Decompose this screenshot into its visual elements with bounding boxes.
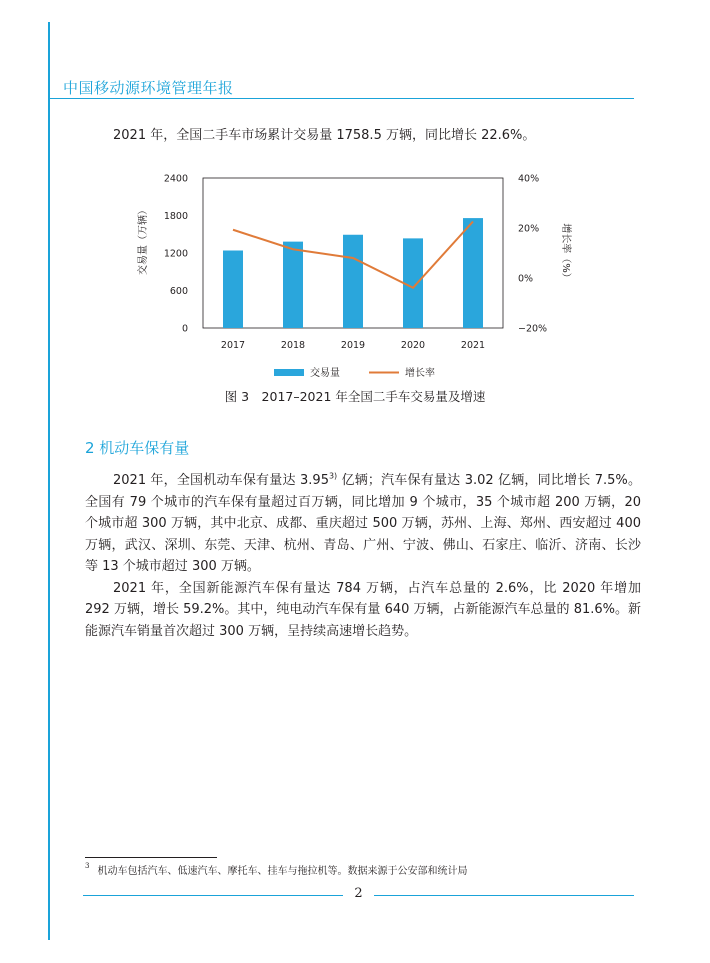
x-tick-label: 2021: [460, 340, 486, 351]
right-tick-label: −20%: [518, 323, 548, 335]
left-tick-label: 1200: [163, 248, 188, 260]
x-tick-label: 2017: [220, 340, 246, 351]
legend-line-label: 增长率: [405, 368, 435, 379]
x-tick-label: 2018: [280, 340, 306, 351]
right-tick-label: 40%: [518, 173, 540, 185]
page-number: 2: [354, 886, 363, 901]
footnote-number: 3: [85, 862, 90, 870]
right-tick-label: 20%: [518, 223, 540, 235]
trade-volume-chart: [140, 165, 570, 380]
footer-rule-left: [83, 895, 343, 896]
bar-2017: [223, 251, 243, 329]
section-body: [85, 470, 641, 642]
footnote: [85, 862, 467, 877]
paragraph-1-start: 2021 年，全国机动车保有量达 3.95: [113, 473, 329, 488]
x-tick-label: 2020: [400, 340, 426, 351]
bar-2019: [343, 235, 363, 328]
legend-bar-swatch: [274, 369, 304, 376]
header-rule: [48, 98, 634, 99]
footnote-rule: [85, 857, 217, 858]
left-axis-label: 交易量（万辆）: [138, 205, 149, 275]
bar-2018: [283, 242, 303, 328]
intro-sentence: 2021 年，全国二手车市场累计交易量 1758.5 万辆，同比增长 22.6%。: [113, 128, 536, 143]
left-tick-label: 0: [181, 323, 188, 335]
paragraph-1-rest: 亿辆；汽车保有量达 3.02 亿辆，同比增长 7.5%。全国有 79 个城市的汽车保有量超过百万辆，同比增加 9 个城市，35 个城市超 200 万辆，20 个城市超 300 万辆，其中北京、成都、重庆超过 500 万辆，苏州、上海、郑州、西安超过 400 万辆，武汉、深圳、东莞、天津、杭州、青岛、广州、宁波、佛山、石家庄、临沂、济南、长沙等 13 个城市超过 300 万辆。: [85, 473, 641, 574]
chart-legend: [274, 366, 435, 379]
right-axis-label: 增长率（%）: [560, 223, 571, 283]
legend-bar-label: 交易量: [310, 368, 340, 379]
bar-2021: [463, 218, 483, 328]
left-tick-label: 2400: [163, 173, 188, 185]
footnote-text: 机动车包括汽车、低速汽车、摩托车、挂车与拖拉机等。数据来源于公安部和统计局: [97, 866, 468, 877]
left-tick-label: 600: [169, 286, 188, 297]
figure-caption: 图 3 2017–2021 年全国二手车交易量及增速: [224, 389, 486, 404]
left-margin-line: [48, 22, 50, 940]
right-tick-label: 0%: [518, 273, 534, 285]
running-header-title: 中国移动源环境管理年报: [63, 79, 234, 97]
paragraph-new-energy-vehicles: 2021 年，全国新能源汽车保有量达 784 万辆，占汽车总量的 2.6%，比 2020 年增加 292 万辆，增长 59.2%。其中，纯电动汽车保有量 640 万辆，占新能源汽车总量的 81.6%。新能源汽车销量首次超过 300 万辆，呈持续高速增长趋势。: [85, 580, 641, 639]
footnote-ref: 3): [328, 471, 338, 481]
paragraph-vehicle-ownership: [85, 470, 641, 578]
section-heading: 2 机动车保有量: [85, 439, 190, 457]
footer-rule-right: [374, 895, 634, 896]
x-tick-label: 2019: [340, 340, 366, 351]
left-tick-label: 1800: [163, 211, 188, 222]
